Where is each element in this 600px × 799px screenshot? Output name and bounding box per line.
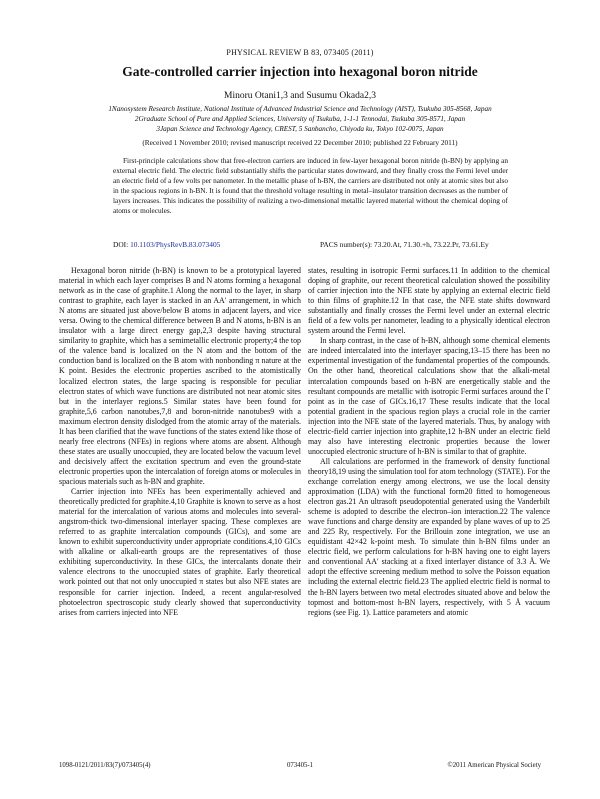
doi-link[interactable]: 10.1103/PhysRevB.83.073405 [130,240,221,249]
authors: Minoru Otani1,3 and Susumu Okada2,3 [224,91,376,101]
pacs-numbers: PACS number(s): 73.20.At, 71.30.+h, 73.22.Pr, 73.61.Ey [320,240,489,249]
paper-title: Gate-controlled carrier injection into hexagonal boron nitride [122,64,478,79]
affiliation-2: 2Graduate School of Pure and Applied Sciences, University of Tsukuba, 1-1-1 Tennodai, Tsukuba 305-8571, Japan [134,115,466,123]
copyright: ©2011 American Physical Society [447,762,541,769]
abstract: First-principle calculations show that free-electron carriers are induced in few-layer hexagonal boron nitride (h-BN) by applying an external electric field. The electric field substantially shifts the particular states downward, and they finally cross the Fermi level under an electric field of a few volts per nanometer. In the metallic phase of h-BN, the carriers are distributed not only at atomic sites but also in the spacious regions in h-BN. It is found that the threshold voltage resulting in metal–insulator transition decreases as the number of layers increases. This indicates the possibility of realizing a two-dimensional metallic layered material without the chemical doping of atoms or molecules. [113,156,508,216]
paragraph: Hexagonal boron nitride (h-BN) is known to be a prototypical layered material in which each layer comprises B and N atoms forming a hexagonal network as in the case of graphite.1 Along the normal to the layer, in sharp contrast to graphite, each layer is stacked in an AA′ arrangement, in which N atoms are situated just above/below B atoms in adjacent layers, and vice versa. Owing to the chemical difference between B and N atoms, h-BN is an insulator with a large direct energy gap,2,3 despite having structural similarity to graphite, which has a semimetallic electronic property;4 the top of the valence band is localized on the N atom and the bottom of the conduction band is localized on the B atom with nonbonding π nature at the K point. Besides the electronic properties ascribed to the atomistically localized electron states, the large spacing is responsible for peculiar electron states of which wave functions are distributed not near atomic sites but in the interlayer regions.5 Similar states have been found for graphite,5,6 carbon nanotubes,7,8 and boron-nitride nanotubes9 with a maximum electron density dislodged from the atomic array of the materials. It has been clarified that the wave functions of the states extend like those of nearly free electrons (NFEs) in regions where atoms are absent. Although these states are usually unoccupied, they are located below the vacuum level and decisively affect the excitation spectrum and even the ground-state electronic properties upon the intercalation of foreign atoms or molecules in spacious materials such as h-BN and graphite. [59,266,301,486]
affiliation-1: 1Nanosystem Research Institute, National Institute of Advanced Industrial Science and Technology (AIST), Tsukuba 305-8568, Japan [108,105,492,113]
paragraph: Carrier injection into NFEs has been experimentally achieved and theoretically predicted for graphite.4,10 Graphite is known to serve as a host material for the intercalation of various atoms and molecules into several-angstrom-thick two-dimensional interlayer spacing. These complexes are referred to as graphite intercalation compounds (GICs), and some are known to exhibit superconductivity under appropriate conditions.4,10 GICs with alkaline or alkali-earth groups are the representatives of those exhibiting superconductivity. In these GICs, the intercalants donate their valence electrons to the unoccupied states of graphite. Early theoretical work pointed out that not only unoccupied π states but also NFE states are responsible for carrier injection. Indeed, a recent angular-resolved photoelectron spectroscopic study clearly showed that superconductivity arises from carriers injected into NFE [59,487,301,617]
paragraph: states, resulting in isotropic Fermi surfaces.11 In addition to the chemical doping of graphite, our recent theoretical calculation showed the possibility of carrier injection into the NFE state by applying an external electric field to thin films of graphite.12 In that case, the NFE state shifts downward substantially and finally crosses the Fermi level under an external electric field of a few volts per nanometer, leading to a physically identical electron system around the Fermi level. [308,266,550,336]
paragraph: In sharp contrast, in the case of h-BN, although some chemical elements are indeed intercalated into the interlayer spacing,13–15 there has been no experimental investigation of the fundamental properties of the compounds. On the other hand, theoretical calculations show that the alkali-metal intercalation compounds based on h-BN are energetically stable and the resultant compounds are metallic with isotropic Fermi surfaces around the Γ point as in the case of GICs.16,17 These results indicate that the local potential gradient in the spacious region plays a crucial role in the carrier injection into the NFE state of the layered materials. Thus, by analogy with electric-field carrier injection into graphite,12 h-BN under an electric field may also have interesting electronic properties because the lower unoccupied electronic structure of h-BN is similar to that of graphite. [308,336,550,456]
footer-code: 1098-0121/2011/83(7)/073405(4) [59,762,151,769]
journal-header: PHYSICAL REVIEW B 83, 073405 (2011) [226,48,374,57]
doi-label: DOI: [113,240,129,249]
paragraph: All calculations are performed in the framework of density functional theory18,19 using the simulation tool for atom technology (STATE). For the exchange correlation energy among electrons, we use the local density approximation (LDA) with the functional form20 fitted to homogeneous electron gas.21 An ultrasoft pseudopotential generated using the Vanderbilt scheme is adopted to describe the electron–ion interaction.22 The valence wave functions and charge density are expanded by plane waves of up to 25 and 225 Ry, respectively. For the Brillouin zone integration, we use an equidistant 42×42 k-point mesh. To simulate thin h-BN films under an electric field, we perform calculations for h-BN having one to eight layers and conventional AA′ stacking at a fixed interlayer distance of 3.3 Å. We adopt the effective screening medium method to solve the Poisson equation including the external electric field.23 The applied electric field is normal to the h-BN layers between two metal electrodes situated above and below the topmost and bottom-most h-BN layers, respectively, with 5 Å vacuum regions (see Fig. 1). Lattice parameters and atomic [308,456,550,617]
body-column-left [59,266,301,618]
affiliation-3: 3Japan Science and Technology Agency, CREST, 5 Sanbancho, Chiyoda ku, Tokyo 102-0075, Japan [156,125,444,133]
received-dates: (Received 1 November 2010; revised manuscript received 22 December 2010; published 22 February 2011) [142,138,458,147]
doi-line [113,240,220,249]
page-number: 073405-1 [286,762,314,769]
body-column-right [308,266,550,618]
